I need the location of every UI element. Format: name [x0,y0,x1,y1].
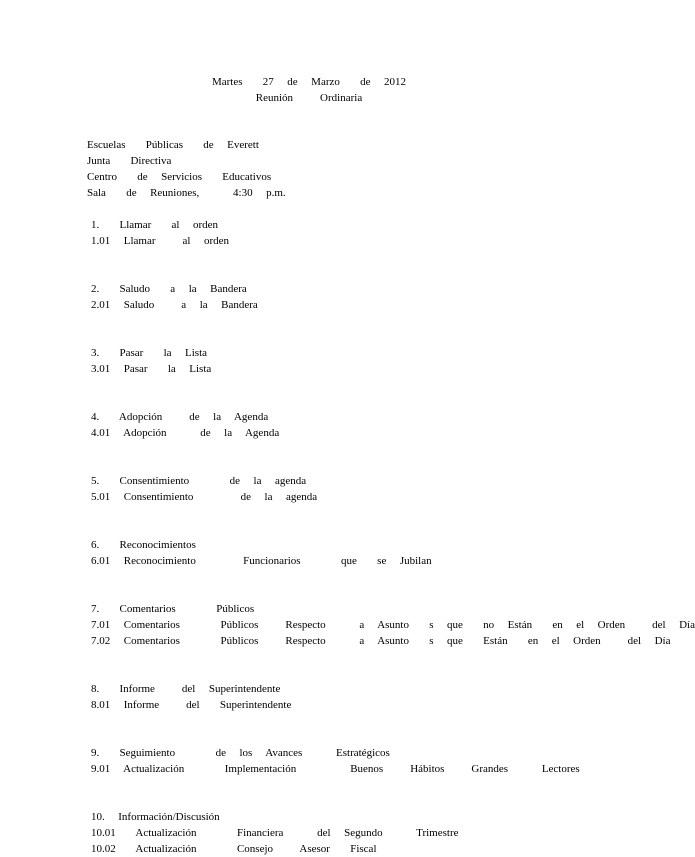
agenda-item: 7.02 Comentarios Públicos Respecto a Asunto s que Están en el Orden del Día [91,635,671,647]
address-block [87,137,286,201]
section-title: 3. Pasar la Lista [91,347,208,359]
address-line: Sala de Reuniones, 4:30 p.m. [87,187,286,199]
agenda-section [91,409,695,473]
agenda-section [91,217,695,281]
agenda-list [91,217,695,857]
agenda-section [91,745,695,809]
agenda-item: 10.02 Actualización Consejo Asesor Fiscal [91,843,377,855]
agenda-item: 4.01 Adopción de la Agenda [91,427,280,439]
address-line: Escuelas Públicas de Everett [87,139,259,151]
meeting-type: Reunión Ordinaria [255,92,363,104]
section-title: 4. Adopción de la Agenda [91,411,269,423]
section-title: 5. Consentimiento de la agenda [91,475,307,487]
agenda-section [91,809,695,857]
address-line: Junta Directiva [87,155,172,167]
agenda-item: 6.01 Reconocimiento Funcionarios que se Jubilan [91,555,432,567]
agenda-item: 2.01 Saludo a la Bandera [91,299,258,311]
agenda-item: 1.01 Llamar al orden [91,235,229,247]
section-title: 8. Informe del Superintendente [91,683,281,695]
agenda-section [91,601,695,681]
agenda-item: 9.01 Actualización Implementación Buenos Hábitos Grandes Lectores [91,763,580,775]
agenda-section [91,345,695,409]
section-title: 10. Información/Discusión [91,811,220,823]
section-title: 6. Reconocimientos [91,539,196,551]
address-line: Centro de Servicios Educativos [87,171,272,183]
agenda-section [91,281,695,345]
section-title: 9. Seguimiento de los Avances Estratégicos [91,747,390,759]
agenda-section [91,537,695,601]
meeting-date: Martes 27 de Marzo de 2012 [211,76,407,88]
agenda-item: 8.01 Informe del Superintendente [91,699,292,711]
agenda-item: 10.01 Actualización Financiera del Segundo Trimestre [91,827,459,839]
agenda-section [91,473,695,537]
section-title: 1. Llamar al orden [91,219,218,231]
section-title: 2. Saludo a la Bandera [91,283,247,295]
agenda-item: 3.01 Pasar la Lista [91,363,212,375]
section-title: 7. Comentarios Públicos [91,603,255,615]
agenda-section [91,681,695,745]
agenda-item: 7.01 Comentarios Públicos Respecto a Asunto s que no Están en el Orden del Día [91,619,695,631]
document-header [0,74,618,106]
agenda-item: 5.01 Consentimiento de la agenda [91,491,318,503]
